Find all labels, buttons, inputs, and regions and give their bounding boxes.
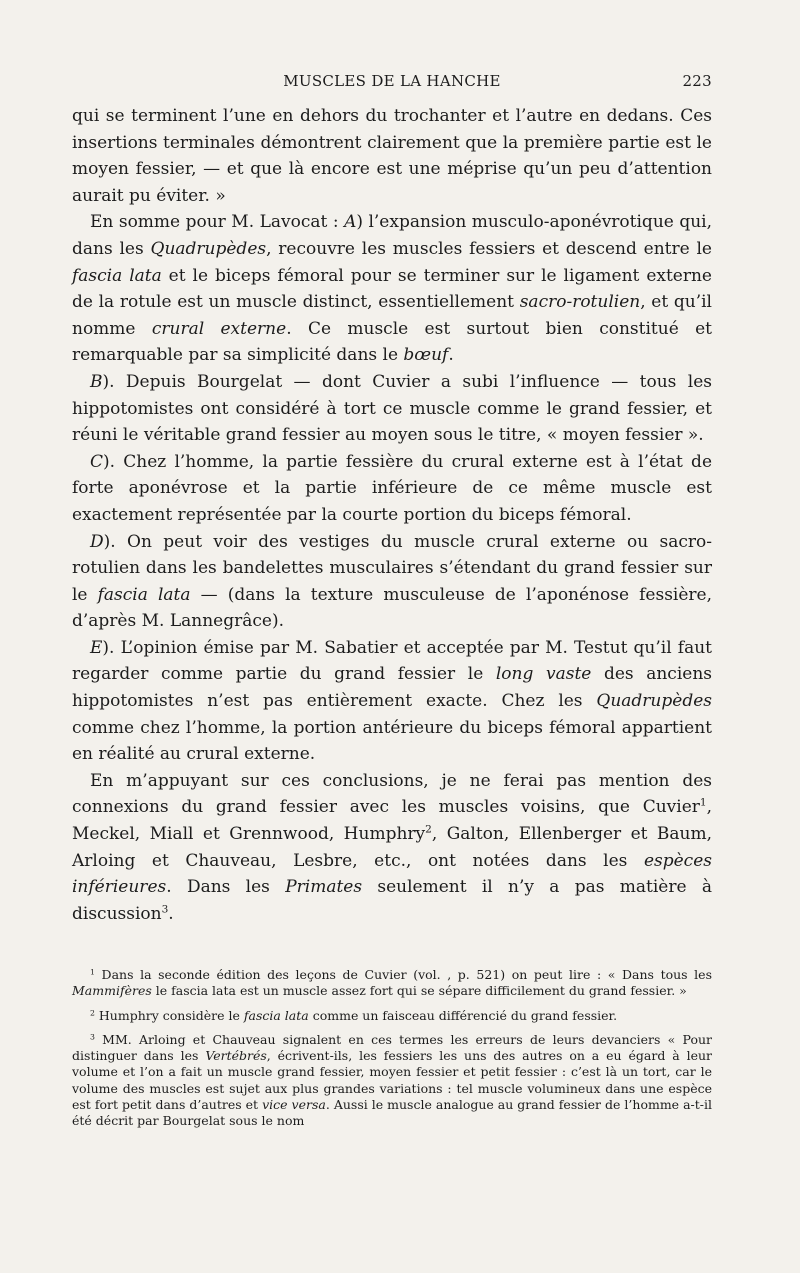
footnotes	[72, 967, 712, 1130]
page-number: 223	[682, 72, 712, 90]
paragraph-conclusion: En m’appuyant sur ces conclusions, je ne ferai pas mention des connexions du grand fessier avec les muscles voisins, que Cuvier$^1$, Meckel, Miall et Grennwood, Humphry$^2$, Galton, Ellenberger et Baum, Arloing et Chauveau, Lesbre, etc., ont notées dans les espèces inférieures. Dans les Primates seulement il n’y a pas matière à discussion$^3$.	[72, 770, 713, 924]
footnote-ref-2[interactable]: 2	[425, 823, 432, 836]
paragraph-d: D). On peut voir des vestiges du muscle crural externe ou sacro-rotulien dans les bandelettes musculaires s’étendant du grand fessier sur le fascia lata — (dans la texture musculeuse de l’aponénose fessière, d’après M. Lannegrâce).	[72, 531, 713, 632]
footnote-ref-1[interactable]: 1	[699, 797, 707, 810]
footnote-mark: 3	[90, 1032, 95, 1042]
footnote-2: $^2$ Humphry considère le fascia lata comme un faisceau différencié du grand fessier.	[90, 1007, 618, 1023]
footnote-ref-3[interactable]: 3	[161, 903, 169, 916]
paragraph-b: B). Depuis Bourgelat — dont Cuvier a subi l’influence — tous les hippotomistes ont considéré à tort ce muscle comme le grand fessier, et réuni le véritable grand fessier au moyen sous le titre, « moyen fessier ».	[72, 371, 712, 446]
paragraph-e: E). L’opinion émise par M. Sabatier et acceptée par M. Testut qu’il faut regarder comme partie du grand fessier le long vaste des anciens hippotomistes n’est pas entièrement exacte. Chez les Quadrupèdes comme chez l’homme, la portion antérieure du biceps fémoral appartient en réalité au crural externe.	[72, 637, 712, 765]
running-header	[72, 72, 712, 96]
footnote-mark: 1	[90, 967, 95, 977]
page-title: MUSCLES DE LA HANCHE	[283, 72, 501, 90]
main-text	[72, 103, 712, 927]
paragraph-continuation: qui se terminent l’une en dehors du trochanter et l’autre en dedans. Ces insertions terminales démontrent clairement que la première partie est le moyen fessier, — et que là encore est une méprise qu’un peu d’attention aurait pu éviter. »	[72, 106, 712, 206]
footnote-1: $^1$ Dans la seconde édition des leçons de Cuvier (vol. , p. 521) on peut lire : « Dans tous les Mammifères le fascia lata est un muscle assez fort qui se sépare difficilement du grand fessier. »	[72, 967, 712, 999]
paragraph-summary: En somme pour M. Lavocat : A) l’expansion musculo-aponévrotique qui, dans les Quadrupèdes, recouvre les muscles fessiers et descend entre le fascia lata et le biceps fémoral pour se terminer sur le ligament externe de la rotule est un muscle distinct, essentiellement sacro-rotulien, et qu’il nomme crural externe. Ce muscle est surtout bien constitué et remarquable par sa simplicité dans le bœuf.	[72, 212, 713, 366]
footnote-mark: 2	[90, 1007, 95, 1017]
footnote-3: $^3$ MM. Arloing et Chauveau signalent en ces termes les erreurs de leurs devanciers « Pour distinguer dans les Vertébrés, écrivent-ils, les fessiers les uns des autres on a eu égard à leur volume et l’on a fait un muscle grand fessier, moyen fessier et petit fessier : c’est là un tort, car le volume des muscles est sujet aux plus grandes variations : tel muscle volumineux dans une espèce est fort petit dans d’autres et vice versa. Aussi le muscle analogue au grand fessier de l’homme a-t-il été décrit par Bourgelat sous le nom	[72, 1031, 712, 1129]
paragraph-c: C). Chez l’homme, la partie fessière du crural externe est à l’état de forte aponévrose et la partie inférieure de ce même muscle est exactement représentée par la courte portion du biceps fémoral.	[72, 451, 712, 525]
